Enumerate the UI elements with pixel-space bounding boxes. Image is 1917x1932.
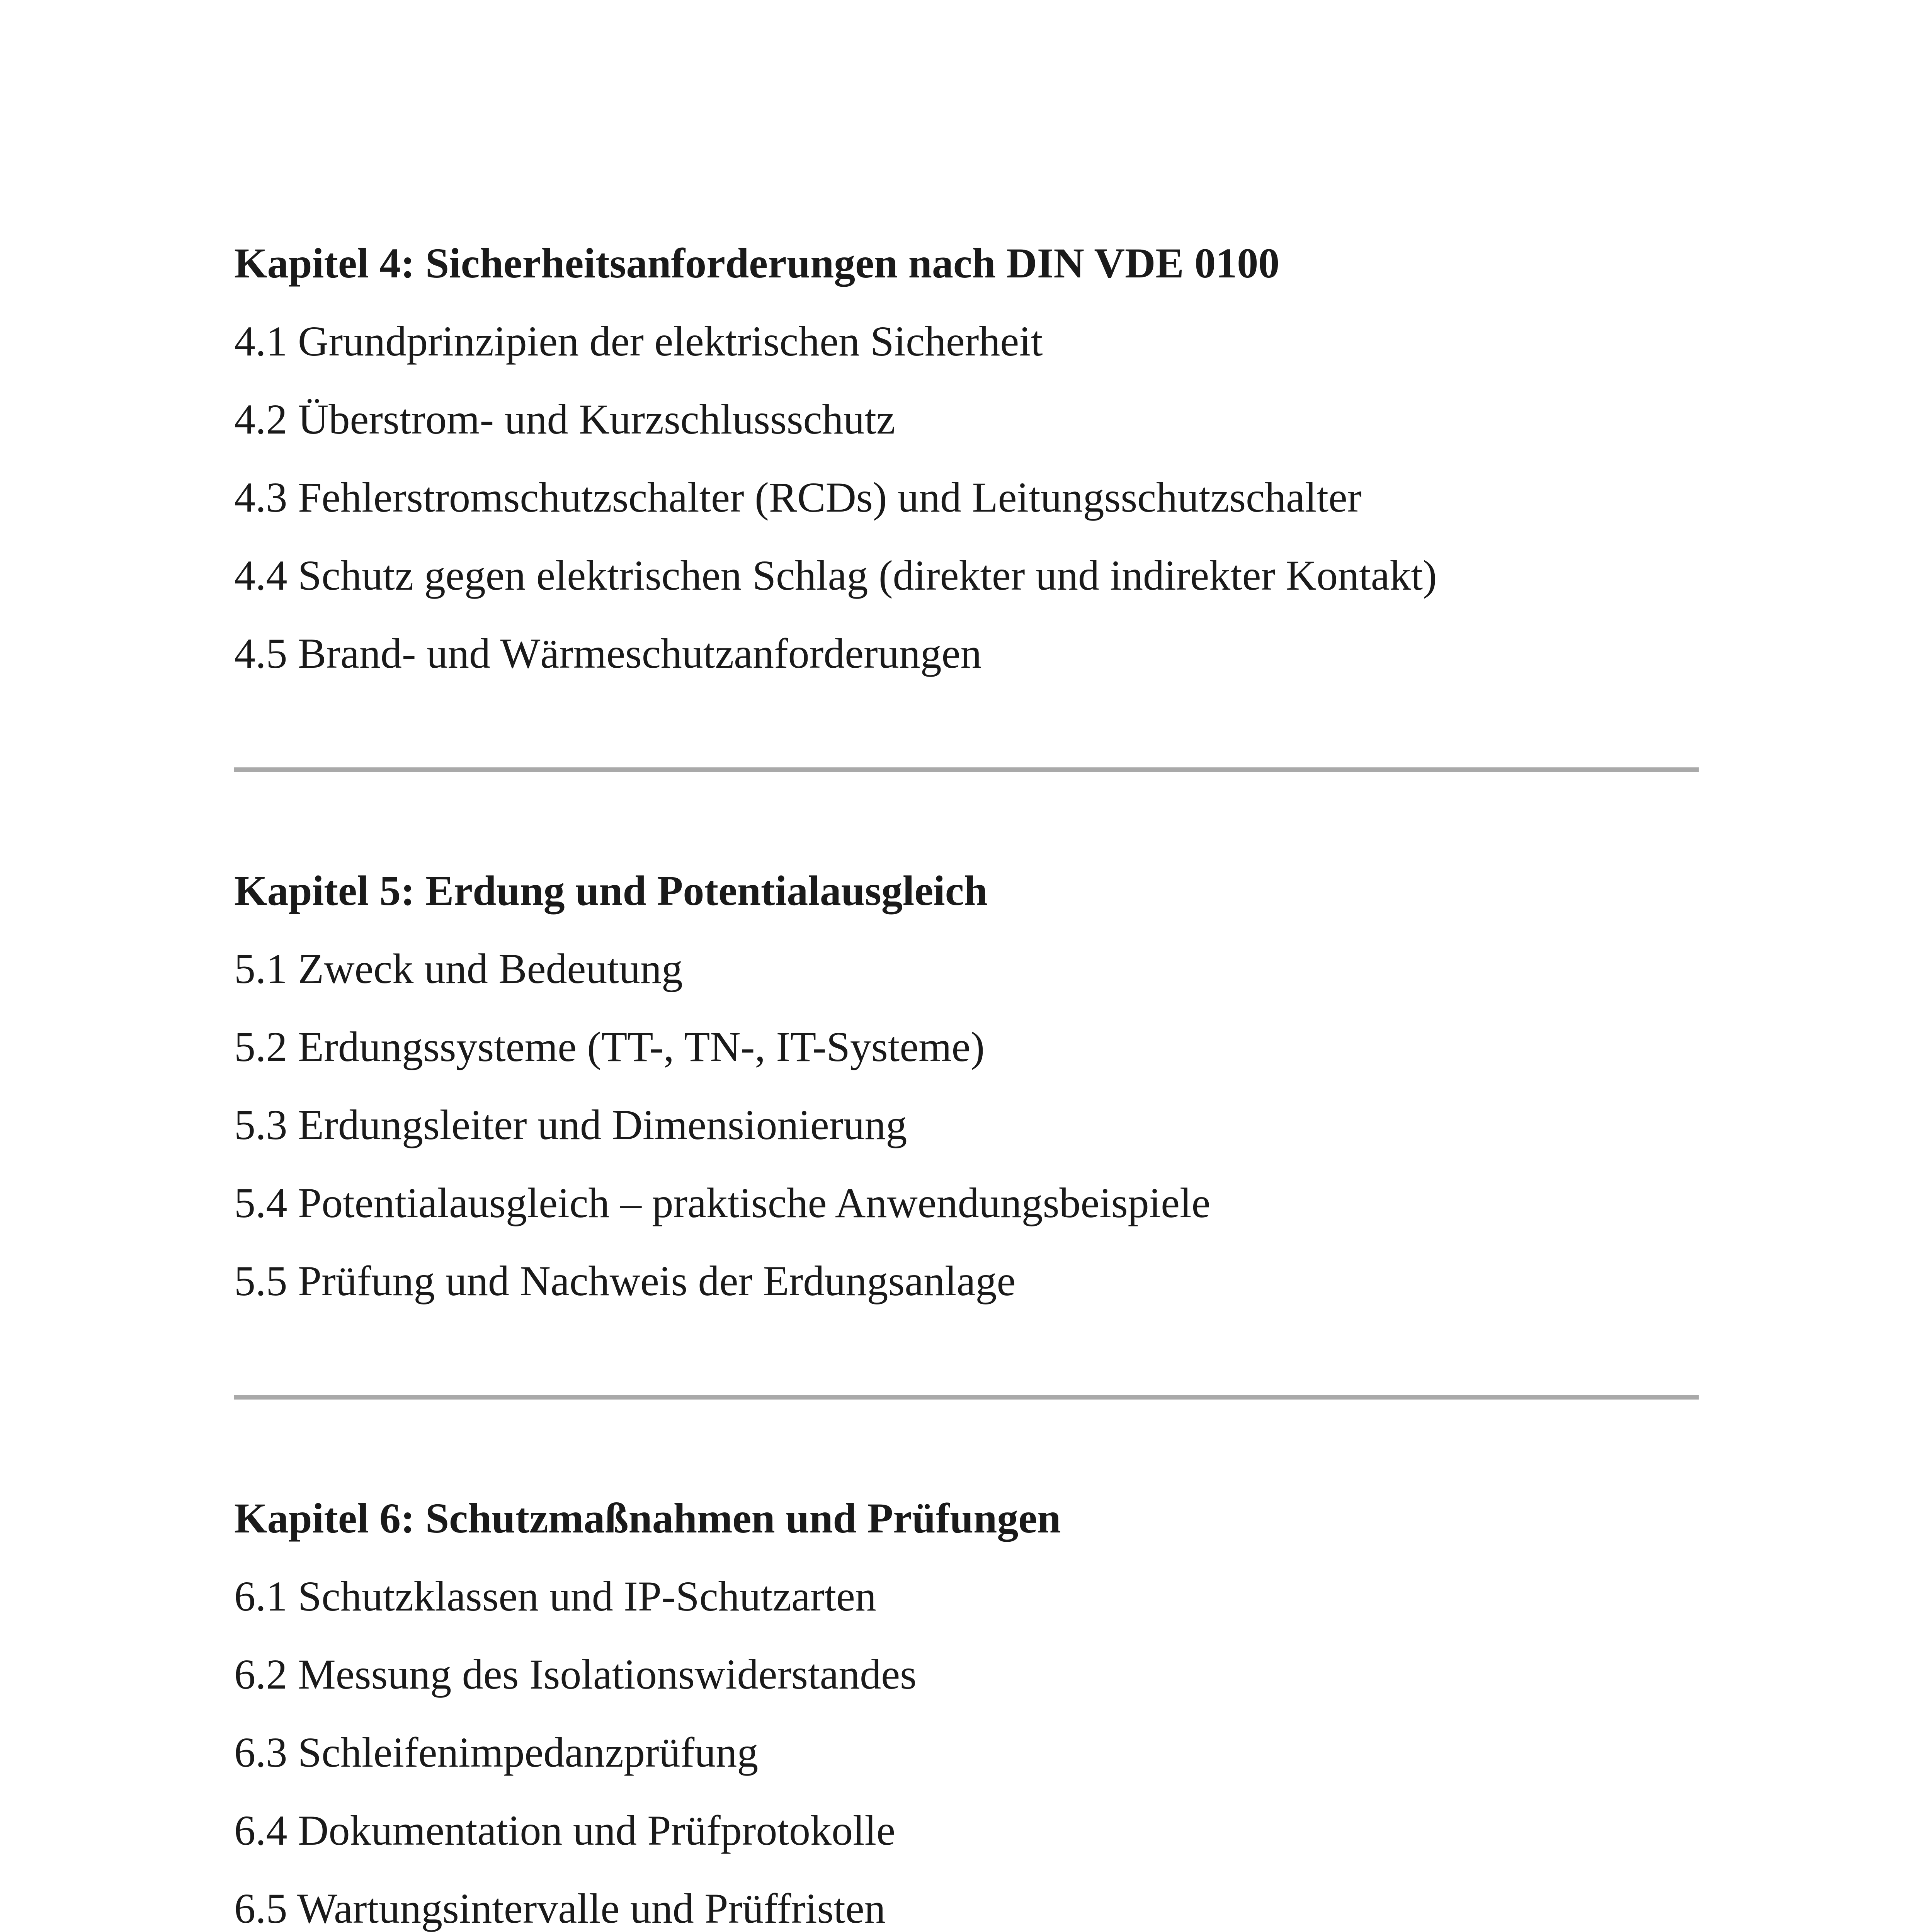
- section-item: 6.1 Schutzklassen und IP-Schutzarten: [234, 1573, 876, 1620]
- section-item: 6.3 Schleifenimpedanzprüfung: [234, 1729, 759, 1776]
- section-item: 4.5 Brand- und Wärmeschutzanforderungen: [234, 630, 982, 677]
- chapter-title: Kapitel 6: Schutzmaßnahmen und Prüfungen: [234, 1495, 1061, 1542]
- section-item: 6.5 Wartungsintervalle und Prüffristen: [234, 1885, 886, 1932]
- section-item: 4.2 Überstrom- und Kurzschlussschutz: [234, 396, 895, 443]
- chapter-4: [234, 236, 1699, 680]
- section-item: 6.2 Messung des Isolationswiderstandes: [234, 1651, 917, 1698]
- table-of-contents: [234, 236, 1699, 1932]
- section-item: 5.3 Erdungsleiter und Dimensionierung: [234, 1101, 907, 1148]
- chapter-title: Kapitel 5: Erdung und Potentialausgleich: [234, 867, 988, 914]
- chapter-5: [234, 864, 1699, 1308]
- section-item: 5.4 Potentialausgleich – praktische Anwendungsbeispiele: [234, 1179, 1211, 1226]
- section-item: 5.2 Erdungssysteme (TT-, TN-, IT-Systeme): [234, 1023, 985, 1070]
- section-item: 4.1 Grundprinzipien der elektrischen Sicherheit: [234, 318, 1043, 365]
- section-divider: [234, 767, 1699, 772]
- chapter-6: [234, 1492, 1699, 1932]
- section-item: 4.4 Schutz gegen elektrischen Schlag (direkter und indirekter Kontakt): [234, 552, 1437, 599]
- section-item: 4.3 Fehlerstromschutzschalter (RCDs) und Leitungsschutzschalter: [234, 474, 1362, 521]
- section-item: 6.4 Dokumentation und Prüfprotokolle: [234, 1807, 895, 1854]
- section-list: [234, 315, 1699, 680]
- section-item: 5.5 Prüfung und Nachweis der Erdungsanlage: [234, 1257, 1016, 1304]
- section-divider: [234, 1395, 1699, 1400]
- section-list: [234, 942, 1699, 1308]
- section-list: [234, 1570, 1699, 1932]
- section-item: 5.1 Zweck und Bedeutung: [234, 945, 683, 992]
- chapter-title: Kapitel 4: Sicherheitsanforderungen nach DIN VDE 0100: [234, 240, 1280, 287]
